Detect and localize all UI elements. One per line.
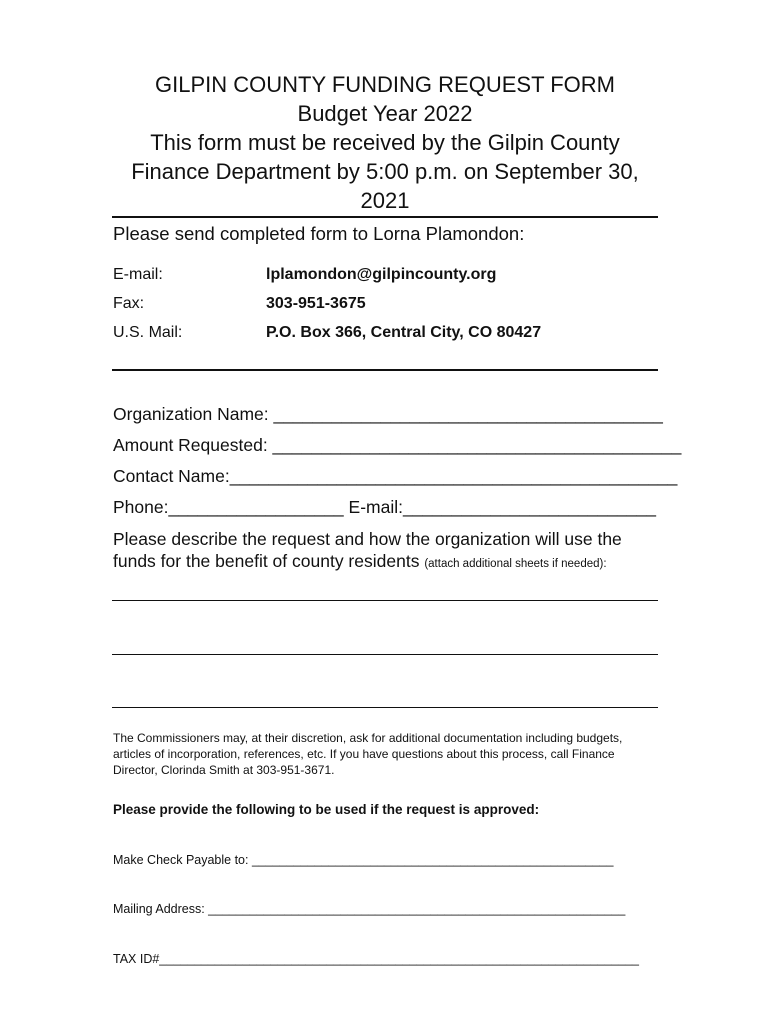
divider-middle bbox=[112, 369, 658, 371]
contact-mail-value: P.O. Box 366, Central City, CO 80427 bbox=[266, 324, 542, 341]
describe-line-2-wrap bbox=[113, 550, 622, 575]
answer-line-2[interactable] bbox=[112, 654, 658, 655]
commissioners-note: The Commissioners may, at their discretion, ask for additional documentation including budgets, articles of incorporation, references, etc. If you have questions about this process, call Finance Director, Clorinda Smith at 303-951-3671. bbox=[113, 731, 623, 777]
describe-line-2: funds for the benefit of county residents bbox=[113, 551, 420, 571]
title-line-2: Budget Year 2022 bbox=[297, 101, 473, 126]
phone-email-field[interactable]: Phone:__________________ E-mail:__________________________ bbox=[113, 497, 657, 517]
contact-mail-label: U.S. Mail: bbox=[113, 324, 183, 341]
title-line-4: Finance Department by 5:00 p.m. on September 30, bbox=[131, 159, 639, 184]
title-line-1: GILPIN COUNTY FUNDING REQUEST FORM bbox=[154, 72, 615, 97]
check-payable-field[interactable]: Make Check Payable to: ____________________________________________________ bbox=[113, 853, 614, 867]
organization-name-field[interactable]: Organization Name: ________________________________________ bbox=[113, 404, 663, 424]
contact-email-value[interactable]: lplamondon@gilpincounty.org bbox=[266, 266, 497, 283]
tax-id-field[interactable]: TAX ID#_____________________________________________________________________ bbox=[113, 952, 639, 966]
contact-fax-label: Fax: bbox=[113, 295, 145, 312]
title-line-5: 2021 bbox=[360, 188, 410, 213]
contact-name-field[interactable]: Contact Name:______________________________________________ bbox=[113, 466, 678, 486]
contact-fax-value: 303-951-3675 bbox=[266, 295, 366, 312]
amount-requested-field[interactable]: Amount Requested: __________________________________________ bbox=[113, 435, 682, 455]
answer-line-1[interactable] bbox=[112, 600, 658, 601]
title-line-3: This form must be received by the Gilpin County bbox=[150, 130, 620, 155]
divider-top bbox=[112, 216, 658, 218]
mailing-address-field[interactable]: Mailing Address: ____________________________________________________________ bbox=[113, 902, 626, 916]
answer-line-3[interactable] bbox=[112, 707, 658, 708]
describe-attach-note: (attach additional sheets if needed): bbox=[424, 558, 607, 570]
send-instructions: Please send completed form to Lorna Plamondon: bbox=[113, 223, 525, 244]
form-title bbox=[100, 70, 670, 215]
describe-line-1: Please describe the request and how the organization will use the bbox=[113, 529, 622, 549]
contact-email-label: E-mail: bbox=[113, 266, 163, 283]
approval-heading: Please provide the following to be used if the request is approved: bbox=[113, 802, 540, 817]
describe-request-prompt bbox=[113, 528, 622, 575]
